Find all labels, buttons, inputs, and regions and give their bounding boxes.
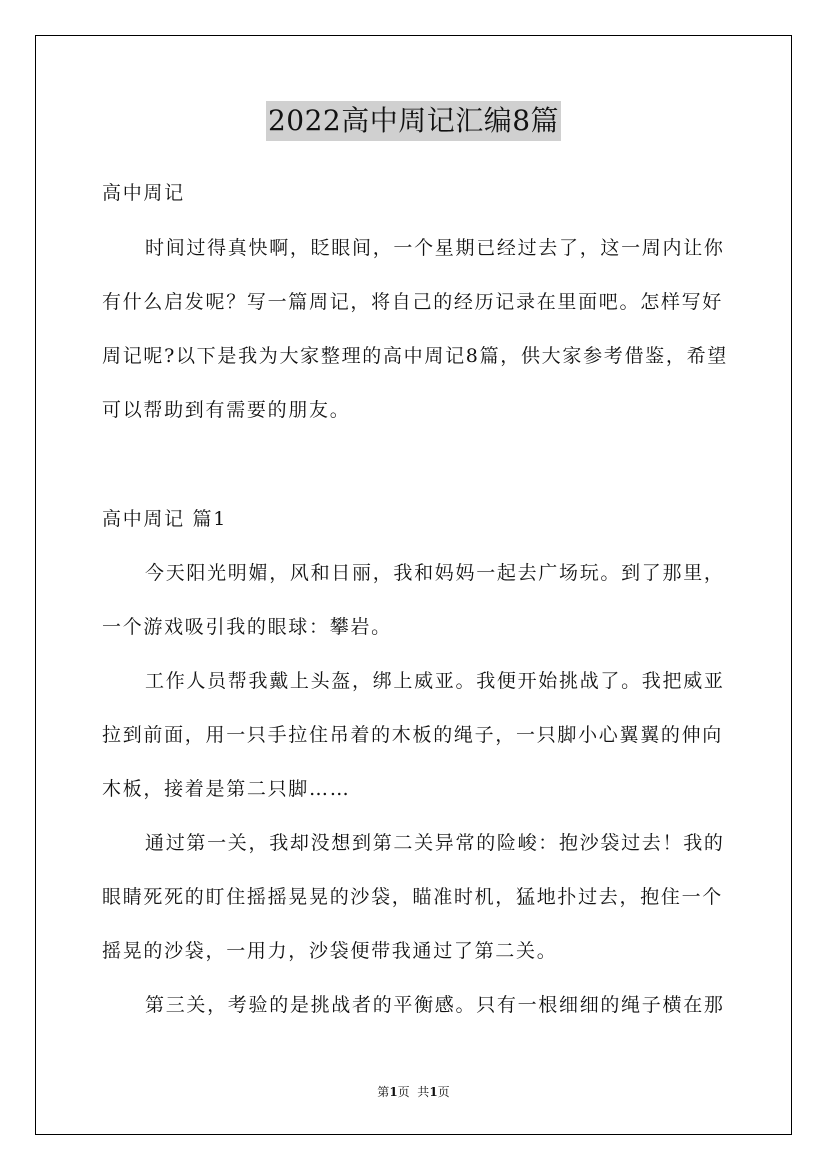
footer-page-number: 1 [389,1085,398,1099]
footer-page-prefix: 第 [377,1085,390,1099]
paragraph-line: 时间过得真快啊，眨眼间，一个星期已经过去了，这一周内让你 [145,237,725,259]
paragraph-line: 有什么启发呢？写一篇周记，将自己的经历记录在里面吧。怎样写好 [102,291,724,313]
footer-page-mid: 页 共 [397,1085,430,1099]
document-title: 2022高中周记汇编8篇 [266,101,561,141]
paragraph-line: 一个游戏吸引我的眼球：攀岩。 [102,616,392,638]
paragraph-line: 木板，接着是第二只脚…… [102,778,351,800]
paragraph-line: 周记呢?以下是我为大家整理的高中周记8篇，供大家参考借鉴，希望 [102,345,728,367]
section-heading: 高中周记 [102,182,185,204]
paragraph-line: 可以帮助到有需要的朋友。 [102,399,351,421]
footer-page-total: 1 [429,1085,438,1099]
paragraph-line: 今天阳光明媚，风和日丽，我和妈妈一起去广场玩。到了那里， [145,562,725,584]
paragraph-line: 摇晃的沙袋，一用力，沙袋便带我通过了第二关。 [102,940,558,962]
page-footer [0,1084,827,1100]
paragraph-line: 眼睛死死的盯住摇摇晃晃的沙袋，瞄准时机，猛地扑过去，抱住一个 [102,886,724,908]
footer-page-suffix: 页 [437,1085,450,1099]
paragraph-line: 拉到前面，用一只手拉住吊着的木板的绳子，一只脚小心翼翼的伸向 [102,724,724,746]
paragraph-line: 工作人员帮我戴上头盔，绑上威亚。我便开始挑战了。我把威亚 [145,670,725,692]
paragraph-line: 第三关，考验的是挑战者的平衡感。只有一根细细的绳子横在那 [145,994,725,1016]
paragraph-line: 通过第一关，我却没想到第二关异常的险峻：抱沙袋过去！我的 [145,832,725,854]
title-container [0,101,827,141]
section-heading: 高中周记 篇1 [102,508,228,530]
